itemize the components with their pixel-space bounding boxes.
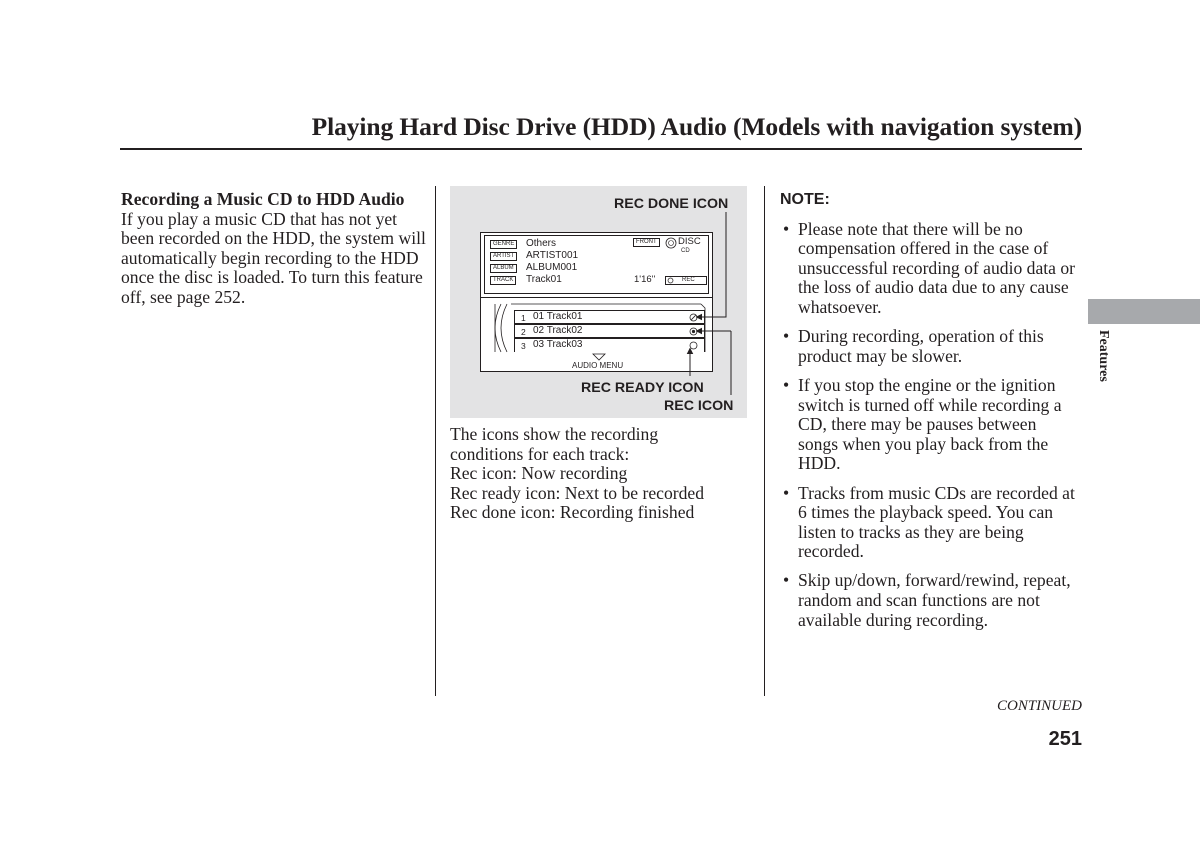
track-tag: TRACK [490,276,516,285]
note-item: • Tracks from music CDs are recorded at 6 times the playback speed. You can listen to tracks as they are being recorded. [780,484,1080,562]
page-title: Playing Hard Disc Drive (HDD) Audio (Models with navigation system) [311,112,1082,141]
rec-done-icon-callout: REC DONE ICON [614,196,729,212]
album-tag: ALBUM [490,264,517,273]
artist-value: ARTIST001 [526,250,579,261]
section-tab [1088,299,1200,324]
note-item: • Skip up/down, forward/rewind, repeat, random and scan functions are not available during recording. [780,571,1080,630]
section-paragraph: If you play a music CD that has not yet been recorded on the HDD, the system will automatically begin recording to the HDD once the disc is loaded. To turn this feature off, see page 252. [121,208,426,307]
column-divider-left [435,186,436,696]
note-heading: NOTE: [780,191,830,208]
track-time: 1'16'' [634,274,656,285]
audio-menu-label[interactable]: AUDIO MENU [572,361,624,370]
note-list [780,220,1080,631]
front-tag: FRONT [633,238,660,247]
caption-line: Rec ready icon: Next to be recorded [450,482,705,503]
page-number: 251 [1048,728,1082,750]
track-name: 03 Track03 [533,339,583,350]
rec-ready-icon-callout: REC READY ICON [581,380,704,396]
right-column [780,190,1080,640]
section-tab-label: Features [1096,330,1111,382]
title-rule [120,148,1082,150]
track-number: 2 [521,327,526,337]
left-column [121,190,426,308]
cd-label: CD [681,248,690,254]
track-number: 1 [521,313,526,323]
genre-value: Others [526,238,557,249]
note-item: • If you stop the engine or the ignition switch is turned off while recording a CD, there may be pauses between songs when you play back from the HDD. [780,376,1080,474]
caption-line: Rec icon: Now recording [450,463,628,484]
rec-tag: REC [665,276,707,285]
caption-line: conditions for each track: [450,443,630,464]
caption-line: Rec done icon: Recording finished [450,502,695,523]
continued-label: CONTINUED [996,698,1082,714]
track-value: Track01 [526,274,562,285]
track-number: 3 [521,341,526,351]
caption-line: The icons show the recording [450,424,659,444]
genre-tag: GENRE [490,240,517,249]
section-heading: Recording a Music CD to HDD Audio [121,189,405,209]
track-name: 01 Track01 [533,311,583,322]
disc-label: DISC [678,236,701,247]
track-name: 02 Track02 [533,325,583,336]
album-value: ALBUM001 [526,262,578,273]
artist-tag: ARTIST [490,252,517,261]
rec-icon-callout: REC ICON [664,398,734,414]
note-item: • Please note that there will be no compensation offered in the case of unsuccessful recording of audio data or the loss of audio data due to any cause whatsoever. [780,220,1080,318]
figure-caption [450,425,750,523]
column-divider-right [764,186,765,696]
note-item: • During recording, operation of this product may be slower. [780,327,1080,366]
